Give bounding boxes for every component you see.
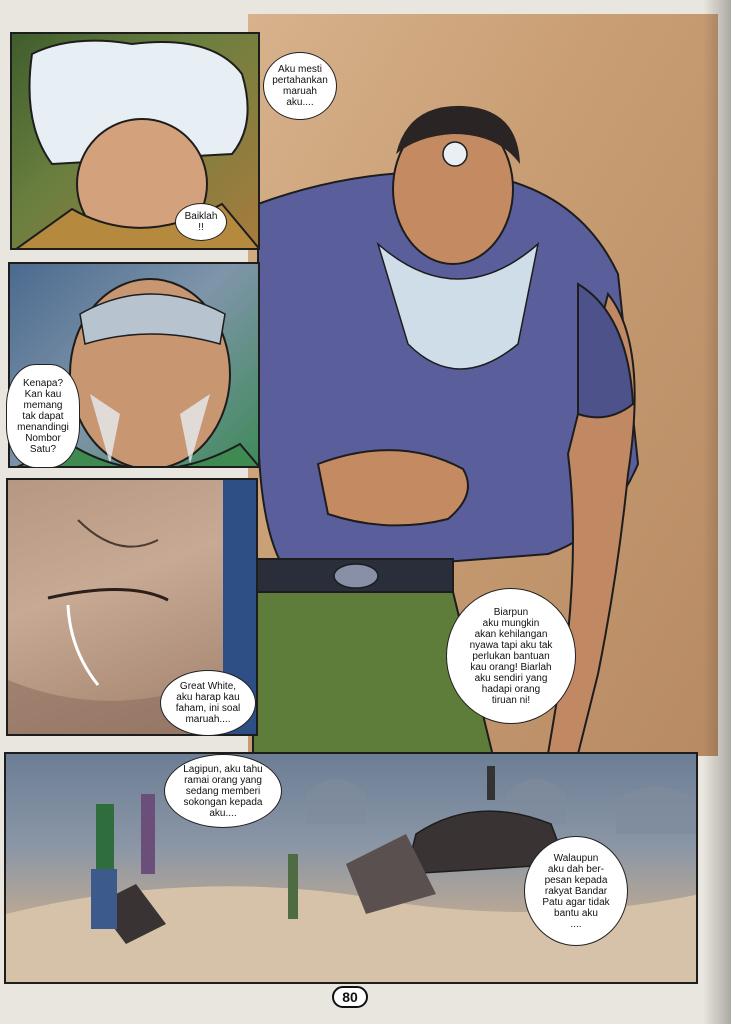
- page-number: 80: [332, 986, 368, 1008]
- speech-text: Lagipun, aku tahu ramai orang yang sedang memberi sokongan kepada aku....: [183, 763, 263, 819]
- speech-text: Great White, aku harap kau faham, ini soal maruah....: [175, 681, 241, 725]
- speech-bubble-kenapa: [6, 364, 80, 468]
- speech-bubble-great-white: [160, 670, 256, 736]
- speech-bubble-hero-maruah: [263, 52, 337, 120]
- speech-text: Kenapa? Kan kau memang tak dapat menandingi Nombor Satu?: [17, 377, 69, 455]
- speech-bubble-biarpun: [446, 588, 576, 724]
- speech-text: Biarpun aku mungkin akan kehilangan nyawa tapi aku tak perlukan bantuan kau orang! Biarlah aku sendiri yang hadapi orang tiruan ni!: [469, 606, 553, 706]
- speech-text: Baiklah !!: [184, 211, 218, 233]
- speech-bubble-lagipun: [164, 754, 282, 828]
- speech-text: Aku mesti pertahankan maruah aku....: [272, 64, 328, 108]
- speech-text: Walaupun aku dah ber- pesan kepada rakyat Bandar Patu agar tidak bantu aku ....: [542, 852, 610, 930]
- speech-bubble-baiklah: [175, 203, 227, 241]
- page-gutter-shadow: [703, 0, 731, 1024]
- speech-bubble-walaupun: [524, 836, 628, 946]
